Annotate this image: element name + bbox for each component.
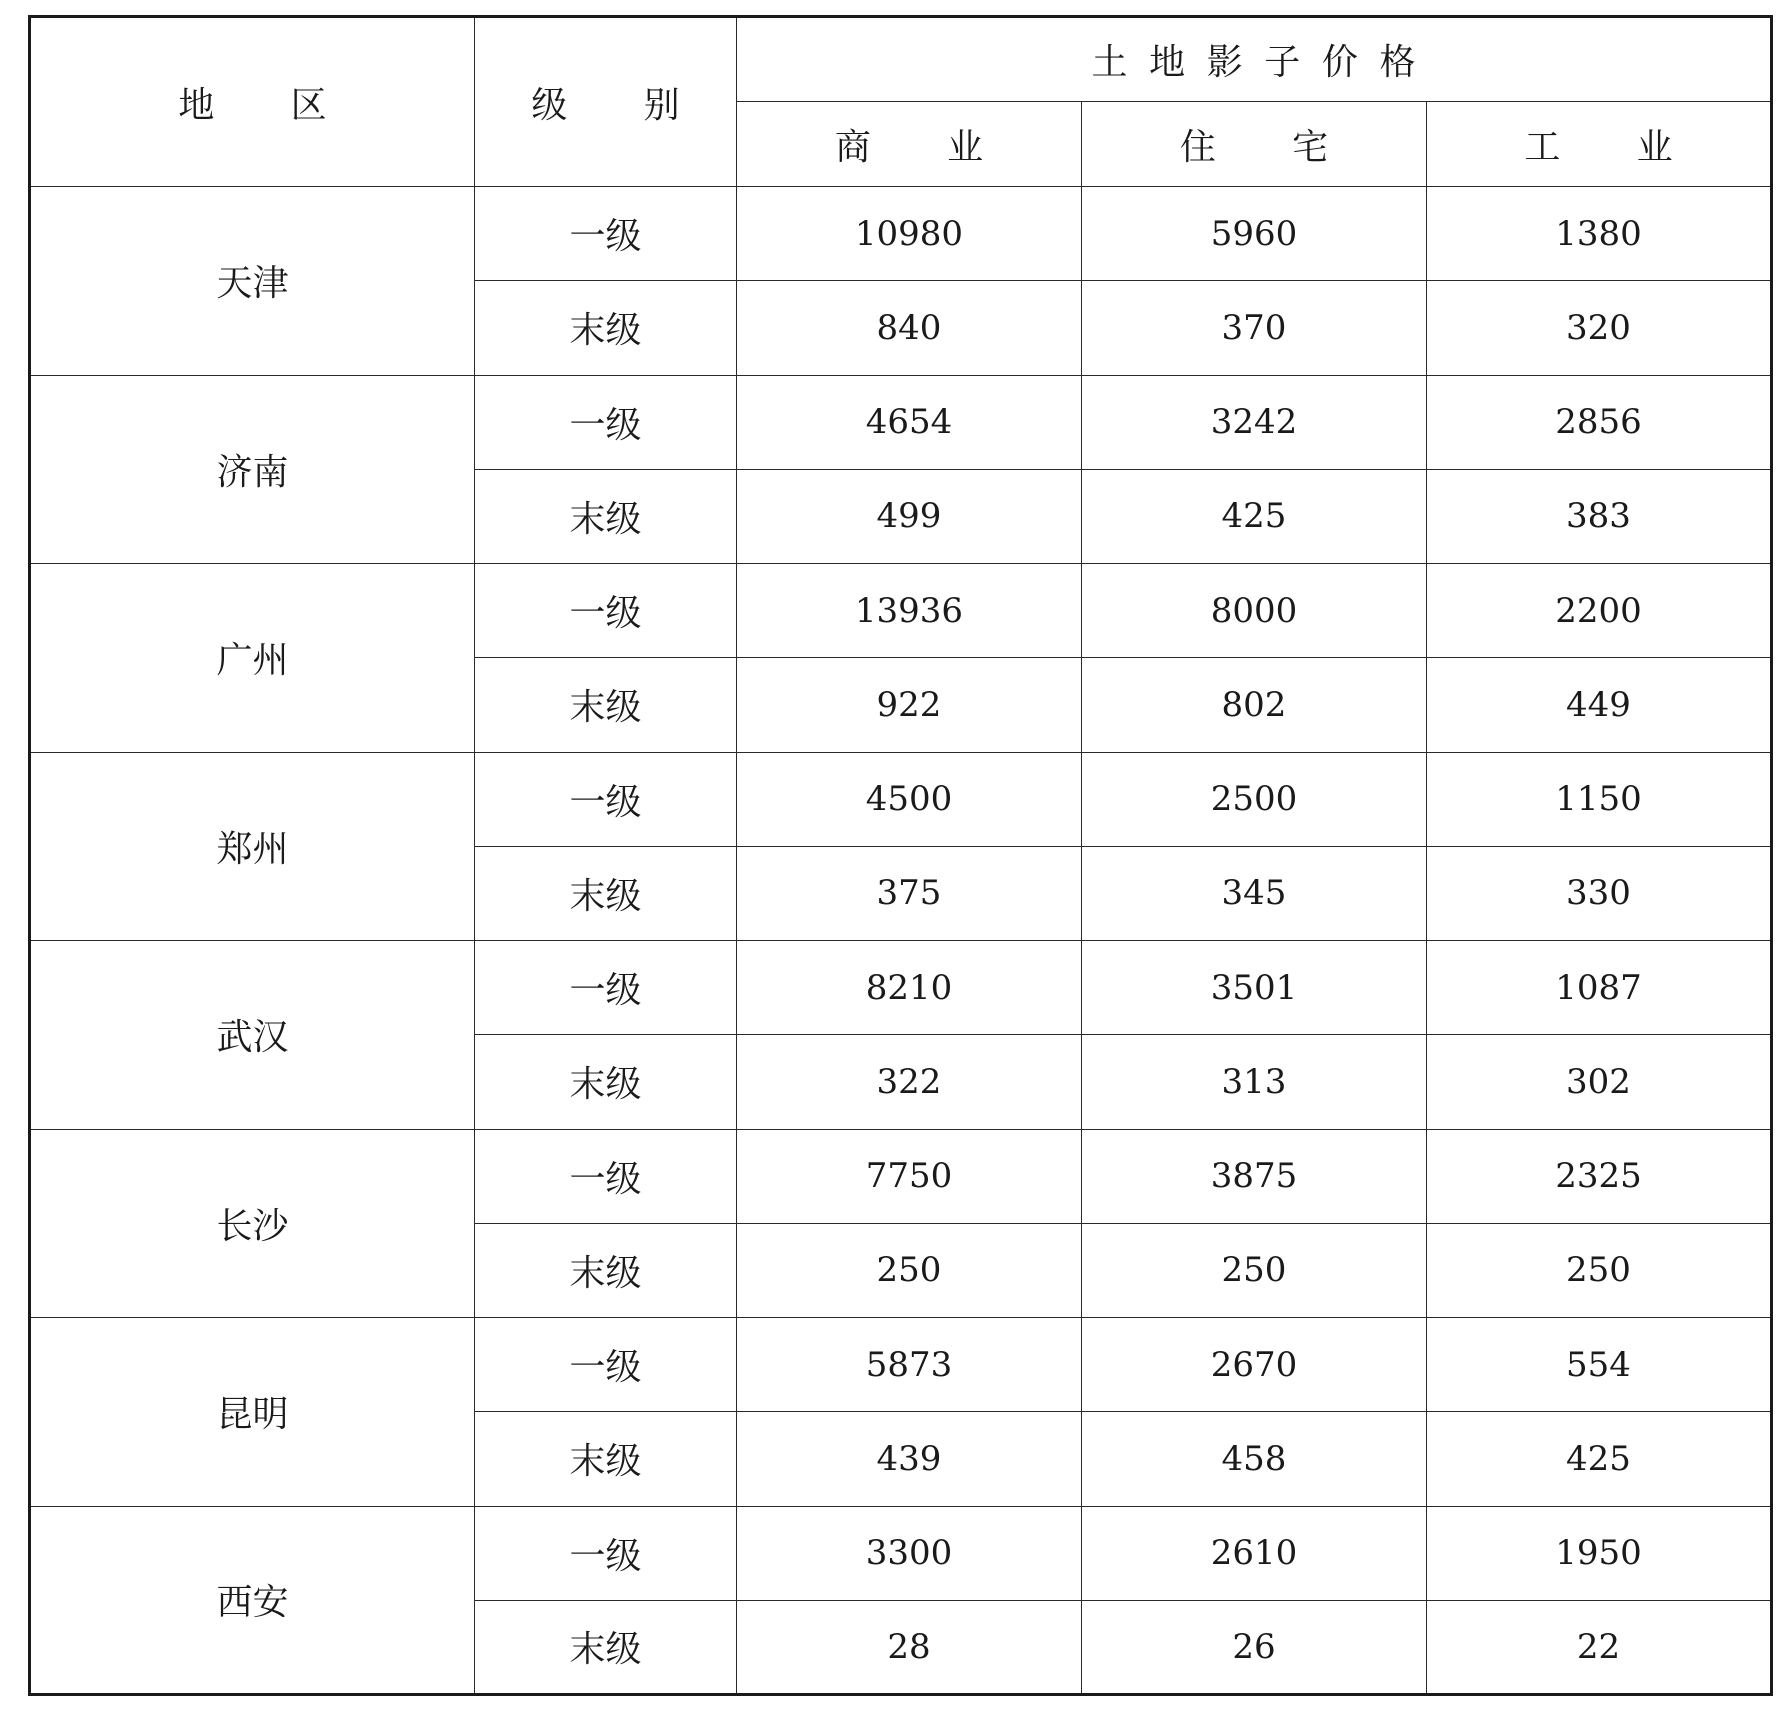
commercial-price-cell: 322 [737, 1035, 1082, 1129]
table-header [30, 17, 1772, 187]
table-row [30, 375, 1772, 469]
residential-price-cell: 5960 [1082, 187, 1427, 281]
industrial-price-cell: 449 [1427, 658, 1772, 752]
commercial-price-cell: 499 [737, 469, 1082, 563]
residential-price-cell: 802 [1082, 658, 1427, 752]
residential-price-cell: 250 [1082, 1223, 1427, 1317]
residential-price-cell: 3501 [1082, 941, 1427, 1035]
grade-cell: 末级 [475, 658, 737, 752]
grade-cell: 末级 [475, 846, 737, 940]
commercial-price-cell: 922 [737, 658, 1082, 752]
residential-price-cell: 3242 [1082, 375, 1427, 469]
commercial-price-cell: 4654 [737, 375, 1082, 469]
header-row [30, 17, 1772, 102]
land-shadow-price-group-header: 土地影子价格 [737, 17, 1772, 102]
table-body [30, 187, 1772, 1695]
residential-price-cell: 26 [1082, 1600, 1427, 1694]
commercial-price-cell: 3300 [737, 1506, 1082, 1600]
region-cell: 天津 [30, 187, 475, 376]
commercial-column-header: 商 业 [737, 102, 1082, 187]
commercial-price-cell: 8210 [737, 941, 1082, 1035]
industrial-price-cell: 250 [1427, 1223, 1772, 1317]
residential-price-cell: 3875 [1082, 1129, 1427, 1223]
residential-column-header: 住 宅 [1082, 102, 1427, 187]
table-row [30, 941, 1772, 1035]
industrial-price-cell: 320 [1427, 281, 1772, 375]
table-row [30, 1129, 1772, 1223]
industrial-price-cell: 1380 [1427, 187, 1772, 281]
residential-price-cell: 425 [1082, 469, 1427, 563]
residential-price-cell: 2670 [1082, 1318, 1427, 1412]
industrial-price-cell: 1950 [1427, 1506, 1772, 1600]
residential-price-cell: 313 [1082, 1035, 1427, 1129]
industrial-price-cell: 330 [1427, 846, 1772, 940]
industrial-price-cell: 302 [1427, 1035, 1772, 1129]
industrial-price-cell: 2856 [1427, 375, 1772, 469]
grade-cell: 末级 [475, 1035, 737, 1129]
residential-price-cell: 370 [1082, 281, 1427, 375]
industrial-price-cell: 2325 [1427, 1129, 1772, 1223]
commercial-price-cell: 4500 [737, 752, 1082, 846]
commercial-price-cell: 13936 [737, 564, 1082, 658]
region-cell: 西安 [30, 1506, 475, 1695]
commercial-price-cell: 5873 [737, 1318, 1082, 1412]
commercial-price-cell: 840 [737, 281, 1082, 375]
industrial-price-cell: 554 [1427, 1318, 1772, 1412]
industrial-column-header: 工 业 [1427, 102, 1772, 187]
table-row [30, 1506, 1772, 1600]
grade-cell: 一级 [475, 187, 737, 281]
region-cell: 昆明 [30, 1318, 475, 1507]
commercial-price-cell: 10980 [737, 187, 1082, 281]
region-cell: 广州 [30, 564, 475, 753]
table-row [30, 564, 1772, 658]
industrial-price-cell: 1087 [1427, 941, 1772, 1035]
table-row [30, 187, 1772, 281]
grade-cell: 一级 [475, 1318, 737, 1412]
grade-cell: 一级 [475, 1129, 737, 1223]
grade-cell: 末级 [475, 1223, 737, 1317]
grade-cell: 末级 [475, 281, 737, 375]
industrial-price-cell: 383 [1427, 469, 1772, 563]
region-column-header: 地 区 [30, 17, 475, 187]
commercial-price-cell: 250 [737, 1223, 1082, 1317]
grade-cell: 一级 [475, 1506, 737, 1600]
residential-price-cell: 2610 [1082, 1506, 1427, 1600]
residential-price-cell: 8000 [1082, 564, 1427, 658]
industrial-price-cell: 425 [1427, 1412, 1772, 1506]
commercial-price-cell: 28 [737, 1600, 1082, 1694]
industrial-price-cell: 2200 [1427, 564, 1772, 658]
commercial-price-cell: 7750 [737, 1129, 1082, 1223]
region-cell: 郑州 [30, 752, 475, 941]
table-row [30, 752, 1772, 846]
grade-cell: 一级 [475, 941, 737, 1035]
grade-cell: 一级 [475, 752, 737, 846]
residential-price-cell: 458 [1082, 1412, 1427, 1506]
region-cell: 济南 [30, 375, 475, 564]
industrial-price-cell: 22 [1427, 1600, 1772, 1694]
region-cell: 长沙 [30, 1129, 475, 1318]
commercial-price-cell: 439 [737, 1412, 1082, 1506]
grade-cell: 末级 [475, 469, 737, 563]
residential-price-cell: 345 [1082, 846, 1427, 940]
region-cell: 武汉 [30, 941, 475, 1130]
land-shadow-price-table [28, 15, 1773, 1696]
grade-cell: 末级 [475, 1600, 737, 1694]
grade-column-header: 级 别 [475, 17, 737, 187]
table-row [30, 1318, 1772, 1412]
grade-cell: 一级 [475, 564, 737, 658]
grade-cell: 末级 [475, 1412, 737, 1506]
industrial-price-cell: 1150 [1427, 752, 1772, 846]
land-shadow-price-table-container [28, 15, 1772, 1696]
grade-cell: 一级 [475, 375, 737, 469]
residential-price-cell: 2500 [1082, 752, 1427, 846]
commercial-price-cell: 375 [737, 846, 1082, 940]
